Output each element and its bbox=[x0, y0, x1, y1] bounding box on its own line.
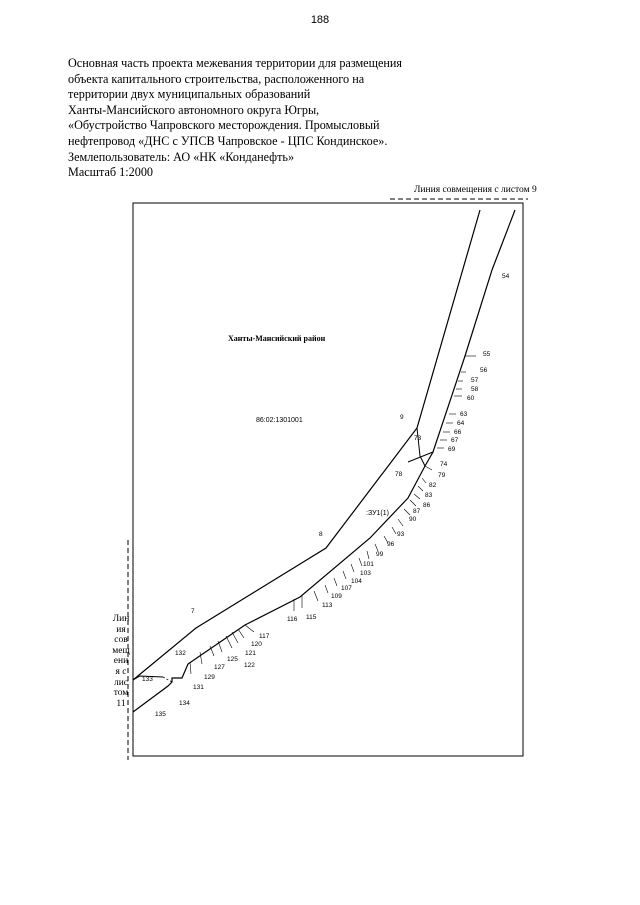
boundary-joint bbox=[417, 428, 425, 466]
point-label: 57 bbox=[471, 377, 479, 384]
point-label: 78 bbox=[395, 471, 403, 478]
point-label: 86 bbox=[423, 502, 431, 509]
match-line-left-part: сов bbox=[114, 635, 128, 646]
point-label: 121 bbox=[245, 650, 256, 657]
point-label: 90 bbox=[409, 516, 417, 523]
point-label: 132 bbox=[175, 650, 186, 657]
header-line: Землепользователь: АО «НК «Конданефть» bbox=[68, 149, 295, 164]
point-label: 122 bbox=[244, 662, 255, 669]
point-label: 134 bbox=[179, 700, 190, 707]
point-label: 58 bbox=[471, 386, 479, 393]
header-line: территории двух муниципальных образований bbox=[68, 87, 311, 102]
header-line: Ханты-Мансийского автономного округа Югры, bbox=[68, 102, 320, 117]
point-label: 55 bbox=[483, 351, 491, 358]
cadastral-number-label: 86:02:1301001 bbox=[256, 417, 303, 424]
point-label: 87 bbox=[413, 508, 421, 515]
point-label: 125 bbox=[227, 656, 238, 663]
match-line-top-label: Линия совмещения с листом 9 bbox=[414, 185, 537, 195]
point-label: 115 bbox=[306, 614, 317, 621]
point-label: 101 bbox=[363, 561, 374, 568]
point-label: 63 bbox=[460, 411, 468, 418]
point-label: 79 bbox=[438, 472, 446, 479]
match-line-left-part: ия bbox=[116, 624, 126, 635]
match-line-left-part: том bbox=[113, 688, 129, 699]
header-line: нефтепровод «ДНС с УПСВ Чапровское - ЦПС Кондинское». bbox=[68, 133, 388, 148]
point-label: 107 bbox=[341, 585, 352, 592]
page-number: 188 bbox=[310, 14, 330, 26]
point-label: 127 bbox=[214, 664, 225, 671]
point-labels bbox=[142, 273, 510, 718]
boundary-left-dashed bbox=[163, 677, 172, 682]
point-label: 7 bbox=[191, 608, 195, 615]
header-line: «Обустройство Чапровского месторождения. Промысловый bbox=[68, 118, 380, 133]
point-label: 67 bbox=[451, 437, 459, 444]
match-line-left-part: лис bbox=[113, 677, 129, 688]
point-label: 120 bbox=[251, 641, 262, 648]
point-label: 54 bbox=[502, 273, 510, 280]
point-label: 131 bbox=[193, 684, 204, 691]
point-label: 99 bbox=[376, 551, 384, 558]
boundary-cross-segment bbox=[408, 452, 433, 462]
point-label: 64 bbox=[457, 420, 465, 427]
match-line-left-part: я с bbox=[115, 666, 127, 677]
point-label: 60 bbox=[467, 395, 475, 402]
point-label: 9 bbox=[400, 414, 404, 421]
point-label: 66 bbox=[454, 429, 462, 436]
point-label: 116 bbox=[287, 616, 298, 623]
point-label: 96 bbox=[387, 541, 395, 548]
boundary-upper-line bbox=[133, 210, 480, 680]
point-label: 73 bbox=[414, 435, 422, 442]
header-line: объекта капитального строительства, расположенного на bbox=[68, 71, 365, 86]
point-label: 133 bbox=[142, 676, 153, 683]
point-label: 56 bbox=[480, 367, 488, 374]
header-line: Основная часть проекта межевания территории для размещения bbox=[68, 56, 403, 70]
point-label: 104 bbox=[351, 578, 362, 585]
point-label: 69 bbox=[448, 446, 456, 453]
point-label: 82 bbox=[429, 482, 437, 489]
point-label: 135 bbox=[155, 711, 166, 718]
district-label: Ханты-Мансийский район bbox=[228, 334, 326, 343]
parcel-label: :ЗУ1(1) bbox=[366, 510, 389, 517]
point-label: 83 bbox=[425, 492, 433, 499]
point-label: 74 bbox=[440, 461, 448, 468]
point-label: 93 bbox=[397, 531, 405, 538]
map-frame bbox=[133, 203, 523, 756]
point-label: 129 bbox=[204, 674, 215, 681]
match-line-left-part: ени bbox=[113, 656, 129, 667]
vertex-ticks bbox=[190, 356, 476, 674]
point-label: 103 bbox=[360, 570, 371, 577]
match-line-left-part: 11 bbox=[116, 698, 126, 709]
point-label: 113 bbox=[322, 602, 333, 609]
point-label: 8 bbox=[319, 531, 323, 538]
header-line: Масштаб 1:2000 bbox=[68, 165, 154, 180]
match-line-left-part: Лин bbox=[112, 614, 130, 624]
match-line-left-part: мещ bbox=[112, 645, 130, 656]
point-label: 109 bbox=[331, 593, 342, 600]
point-label: 117 bbox=[259, 633, 270, 640]
